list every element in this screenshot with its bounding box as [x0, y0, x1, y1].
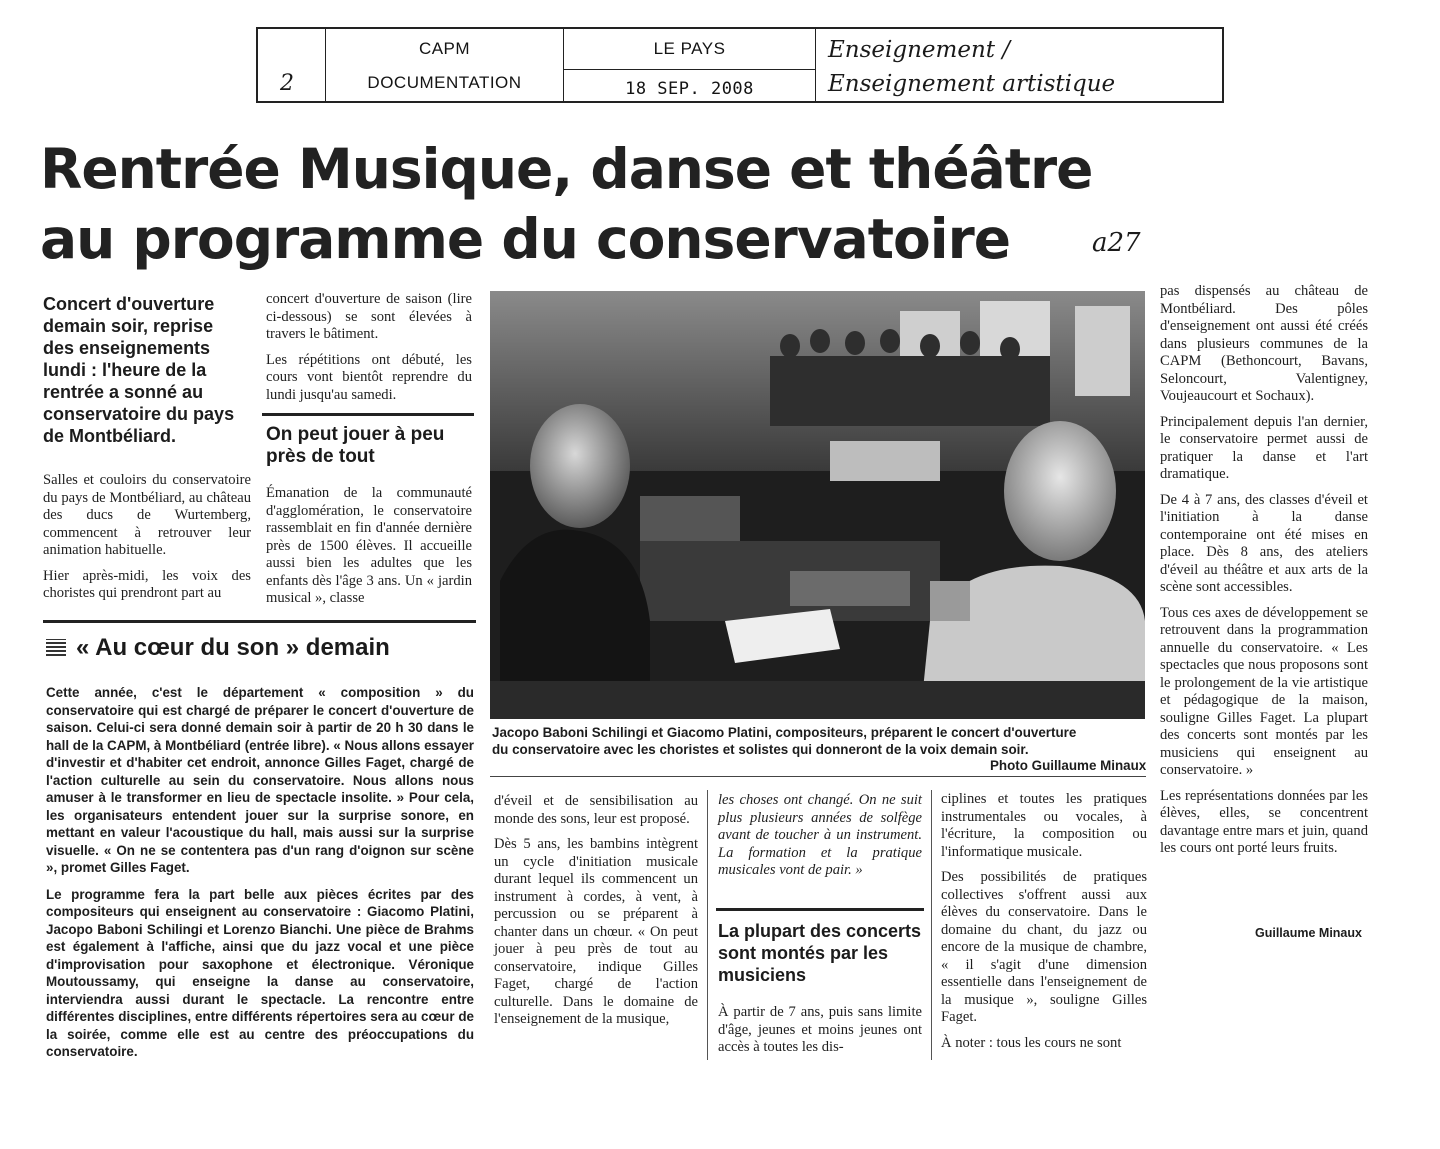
colA-paragraph-2: Dès 5 ans, les bambins intègrent un cycle d'initiation musicale durant lequel ils commencent un instrument à cordes, à vent, à percussion ou se préparent à chanter dans un chœur. « On peut jouer à peu près de tout au conservatoire, indique Gilles Faget, chargé de l'action culturelle. Dans le domaine de l'enseignement de la musique, [494, 836, 698, 1027]
subhead1-rule [262, 413, 474, 416]
box-paragraph-2: Le programme fera la part belle aux pièces écrites par des compositeurs qui enseignent au conservatoire : Giacomo Platini, Jacopo Baboni Schilingi et Lorenzo Bianchi. Une pièce de Brahms est également à l'affiche, ainsi que du jazz vocal et une pièce d'improvisation pour saxophone et électronique. Véronique Moutoussamy, qui enseigne la danse au conservatoire, interviendra aussi durant le spectacle. La rencontre entre différentes disciplines, entre différents répertoires sera au cœur de la soirée, comme elle est au centre des préoccupations du conservatoire. [46, 886, 474, 1059]
handwritten-mark: a27 [1092, 228, 1141, 258]
headline-line1: Rentrée Musique, danse et théâtre [40, 137, 1093, 201]
colD-paragraph-4: Tous ces axes de développement se retrouvent dans la programmation annuelle du conservatoire. « Les spectacles que nous proposons sont le prolongement de la vie artistique et pédagogique de la maison, souligne Gilles Faget. La plupart des concerts sont montés par les musiciens qui enseignent au conservatoire. » [1160, 604, 1368, 778]
org-line2: DOCUMENTATION [367, 73, 522, 92]
category-line1: Enseignement / [828, 37, 1011, 63]
colC-paragraph-3: À noter : tous les cours ne sont [941, 1034, 1122, 1051]
stamp-category-cell [816, 29, 1222, 101]
photo-image [490, 291, 1145, 719]
box-marker-icon [46, 639, 66, 656]
col2-paragraph-2: Les répétitions ont débuté, les cours vont bientôt reprendre du lundi jusqu'au samedi. [266, 351, 472, 403]
lede: Concert d'ouverture demain soir, reprise des enseignements lundi : l'heure de la rentrée a sonné au conservatoire du pays de Montbéliard. [43, 294, 235, 446]
headline-line2: au programme du conservatoire [40, 207, 1011, 271]
col1-paragraph-2: Hier après-midi, les voix des choristes qui prendront part au [43, 567, 251, 601]
col1-text [43, 472, 251, 611]
colA-paragraph-1: d'éveil et de sensibilisation au monde des sons, leur est proposé. [494, 793, 698, 827]
col2b-text: Émanation de la communauté d'agglomération, le conservatoire rassemblait en fin d'année dernière près de 1500 élèves. Il accueille aussi bien les adultes que les enfants dès l'âge 3 ans. Un « jardin musical », classe [266, 485, 472, 606]
colC-paragraph-2: Des possibilités de pratiques collectives s'offrent aussi aux élèves du conservatoire. Dans le domaine du chant, du jazz ou encore de la musique de chambre, « il s'agit d'une dimension essentielle dans l'enseignement de la musique », souligne Gilles Faget. [941, 869, 1147, 1025]
colD-paragraph-3: De 4 à 7 ans, des classes d'éveil et l'initiation à la danse contemporaine ont été mises en place. Dès 8 ans, des ateliers d'éveil au théâtre et aux arts de la scène sont accessibles. [1160, 491, 1368, 595]
colD-paragraph-5: Les représentations données par les élèves, elles, se concentrent davantage entre mars et juin, quand les cours ont porté leurs fruits. [1160, 787, 1368, 856]
colC-text [941, 791, 1147, 1060]
photo-caption: Jacopo Baboni Schilingi et Giacomo Platini, compositeurs, préparent le concert d'ouverture du conservatoire avec les choristes et solistes qui donneront de la voix demain soir. [492, 725, 1077, 757]
box-text [46, 684, 474, 1070]
colB-top-text: les choses ont changé. On ne suit plus plusieurs années de solfège avant de toucher à un instrument. La formation et la pratique musicales vont de pair. » [718, 792, 922, 878]
col1-paragraph-1: Salles et couloirs du conservatoire du pays de Montbéliard, au château des ducs de Wurtemberg, commencent à retrouver leur animation habituelle. [43, 472, 251, 558]
stamp-page-cell [258, 29, 326, 101]
stamp-paper-cell [564, 29, 816, 101]
photo-composers [490, 291, 1145, 719]
col2-paragraph-1: concert d'ouverture de saison (lire ci-dessous) se sont élevées à travers le bâtiment. [266, 291, 472, 342]
subhead2-rule [716, 908, 924, 911]
paper-name: LE PAYS [653, 39, 726, 58]
subhead-on-peut-jouer: On peut jouer à peu près de tout [266, 424, 445, 467]
column-divider [707, 790, 708, 1060]
colD-paragraph-1: pas dispensés au château de Montbéliard. Des pôles d'enseignement ont aussi été créés dans plusieurs communes de la CAPM (Bethoncourt, Bavans, Seloncourt, Valentigney, Voujeaucourt et Sochaux). [1160, 283, 1368, 404]
stamp-org-cell [326, 29, 564, 101]
archive-stamp [256, 27, 1224, 103]
subhead-la-plupart: La plupart des concerts sont montés par les musiciens [718, 921, 922, 985]
org-line1: CAPM [418, 39, 471, 58]
colD-text [1160, 283, 1368, 866]
photo-credit: Photo Guillaume Minaux [990, 758, 1147, 773]
colD-paragraph-2: Principalement depuis l'an dernier, le conservatoire permet aussi de pratiquer la danse et l'art dramatique. [1160, 413, 1368, 482]
colB-bottom-text: À partir de 7 ans, puis sans limite d'âge, jeunes et moins jeunes ont accès à toutes les dis- [718, 1004, 922, 1055]
col2-text [266, 291, 472, 412]
colC-paragraph-1: ciplines et toutes les pratiques instrumentales ou vocales, à l'écriture, la composition ou l'informatique musicale. [941, 791, 1147, 860]
photo-bottom-rule [490, 776, 1146, 777]
box-paragraph-1: Cette année, c'est le département « composition » du conservatoire qui est chargé de préparer le concert d'ouverture de saison. Celui-ci sera donné demain soir à partir de 20 h 30 dans le hall de la CAPM, à Montbéliard (entrée libre). « Nous allons essayer d'investir et d'habiter cet endroit, annonce Gilles Faget, chargé de l'action culturelle au sein du conservatoire. Nous allons nous amuser à le transformer en lieu de spectacle insolite. » Pour cela, les organisateurs entendent jouer sur la surprise sonore, en mettant en valeur l'acoustique du hall, mais aussi sur la surprise visuelle. « On ne se contentera pas d'un rang d'oignon sur scène », promet Gilles Faget. [46, 685, 474, 875]
byline: Guillaume Minaux [1255, 926, 1362, 940]
column-divider [931, 790, 932, 1060]
category-line2: Enseignement artistique [828, 71, 1116, 97]
box-top-rule [43, 620, 476, 623]
stamp-date: 18 SEP. 2008 [625, 79, 754, 99]
colA-text [494, 793, 698, 1037]
box-title: « Au cœur du son » demain [76, 634, 390, 661]
page-number: 2 [280, 71, 294, 96]
